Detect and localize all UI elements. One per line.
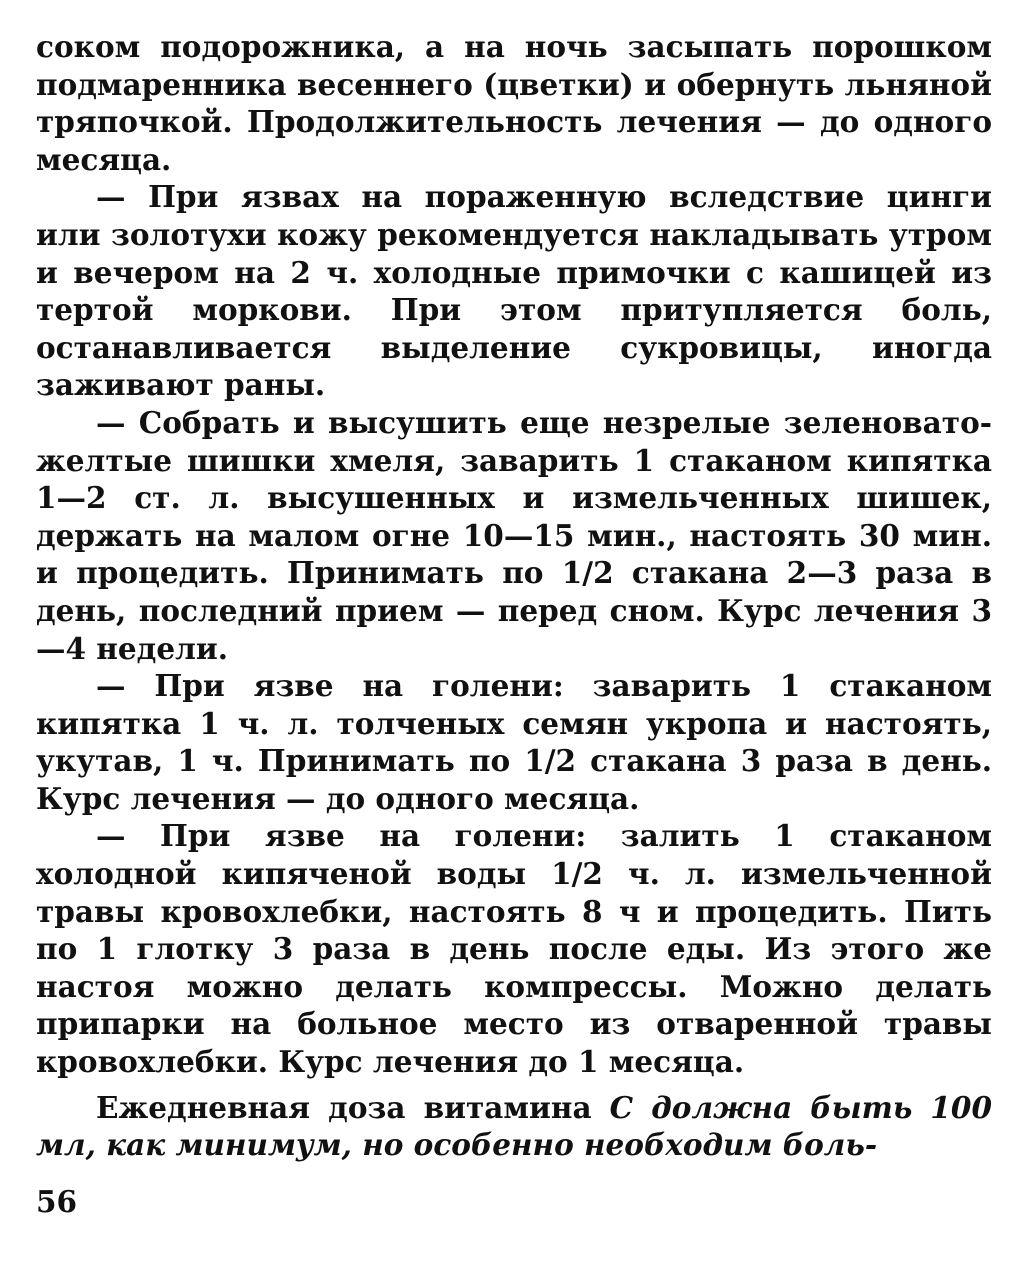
paragraph-dill-seeds: — При язве на голени: заварить 1 стаканом кипятка 1 ч. л. толченых семян укропа и настоять, укутав, 1 ч. Принимать по 1/2 стакана 3 раза в день. Курс лечения — до одного месяца. [36,668,992,816]
vitamin-c-italic-text: С должна быть 100 мл, как минимум, но особенно необходим боль- [36,1089,992,1163]
paragraph-continuation: соком подорожника, а на ночь засыпать порошком подмаренника весеннего (цветки) и обернуть льняной тряпочкой. Продолжительность лечения — до одного месяца. [36,29,992,177]
vitamin-c-regular-text: Ежедневная доза витамина [96,1089,610,1125]
page-number: 56 [36,1184,78,1219]
page-text [36,28,992,1164]
paragraph-vitamin-c [36,1089,992,1164]
paragraph-burnet: — При язве на голени: залить 1 стаканом холодной кипяченой воды 1/2 ч. л. измельченной травы кровохлебки, настоять 8 ч и процедить. Пить по 1 глотку 3 раза в день после еды. Из этого же настоя можно делать компрессы. Можно делать припарки на больное место из отваренной травы кровохлебки. Курс лечения до 1 месяца. [36,818,992,1080]
paragraph-scurvy-ulcers: — При язвах на пораженную вследствие цинги или золотухи кожу рекомендуется накладывать утром и вечером на 2 ч. холодные примочки с кашицей из тертой моркови. При этом притупляется боль, останавливается выделение сукровицы, иногда заживают раны. [36,179,992,403]
paragraph-hop-cones: — Собрать и высушить еще незрелые зеленовато-желтые шишки хмеля, заварить 1 стаканом кипятка 1—2 ст. л. высушенных и измельченных шишек, держать на малом огне 10—15 мин., настоять 30 мин. и процедить. Принимать по 1/2 стакана 2—3 раза в день, последний прием — перед сном. Курс лечения 3—4 недели. [36,404,992,666]
